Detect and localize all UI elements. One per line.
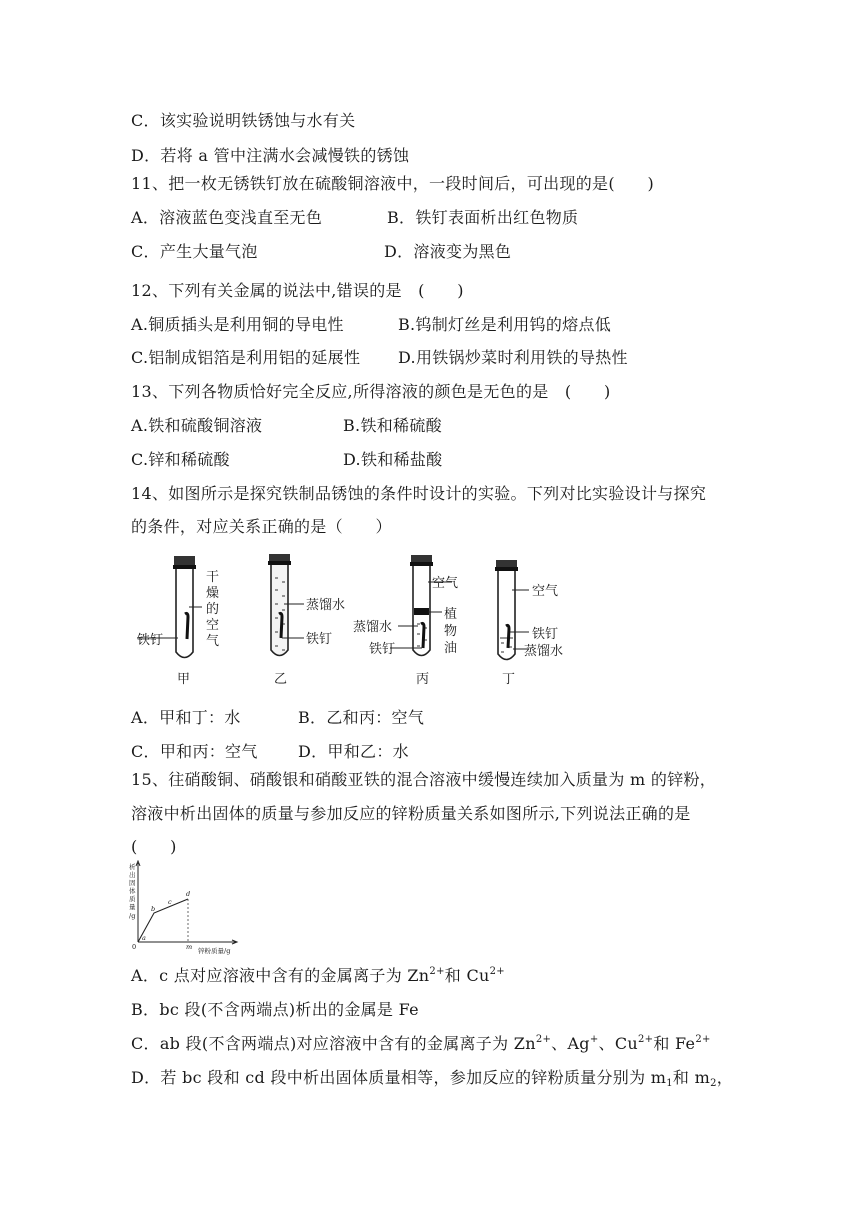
- subscript: 1: [666, 1078, 673, 1089]
- q13-stem: 13、下列各物质恰好完全反应,所得溶液的颜色是无色的是 ( ): [131, 382, 611, 401]
- graph-ylabel-char: 析: [129, 863, 136, 871]
- opt-text: 和 Fe: [653, 1034, 696, 1053]
- q11-option-c: C．产生大量气泡: [131, 242, 258, 261]
- q15-option-a: [131, 965, 505, 987]
- ion-charge: 2+: [695, 1034, 711, 1045]
- graph-x-mark: m: [186, 943, 193, 951]
- ion-charge: 2+: [489, 966, 505, 977]
- tube-yi-water-label: 蒸馏水: [306, 598, 346, 613]
- opt-text: 和 m: [672, 1068, 711, 1087]
- q15-option-c: [131, 1033, 711, 1055]
- q13-option-d: D.铁和稀盐酸: [343, 450, 443, 469]
- q12-option-c: C.铝制成铝箔是利用铝的延展性: [131, 348, 361, 367]
- tube-yi-nail-label: 铁钉: [306, 632, 333, 647]
- opt-text: ，: [716, 1068, 734, 1087]
- q10-option-c: C．该实验说明铁锈蚀与水有关: [131, 111, 356, 130]
- tube-bing-nail-label: 铁钉: [369, 642, 396, 657]
- tube-jia-air-char: 燥: [206, 586, 220, 601]
- graph-origin: 0: [132, 943, 137, 951]
- opt-text: C．ab 段(不含两端点)对应溶液中含有的金属离子为 Zn: [131, 1034, 536, 1053]
- tube-jia: [137, 556, 219, 687]
- graph-ylabel-char: /g: [129, 912, 136, 920]
- graph-xlabel: 锌粉质量/g: [198, 947, 231, 955]
- tube-jia-air-char: 干: [206, 570, 220, 585]
- q11-stem: 11、把一枚无锈铁钉放在硫酸铜溶液中，一段时间后，可出现的是( ): [131, 174, 655, 193]
- point-d-label: d: [186, 890, 191, 898]
- tube-bing-oil-char: 物: [444, 624, 458, 639]
- tube-bing-oil-char: 植: [444, 607, 458, 622]
- subscript: 2: [710, 1078, 717, 1089]
- graph-ylabel-char: 固: [129, 879, 136, 887]
- tube-jia-air-char: 空: [206, 618, 220, 633]
- tube-ding: [495, 560, 563, 687]
- q12-stem: 12、下列有关金属的说法中,错误的是 ( ): [131, 281, 464, 300]
- q13-option-b: B.铁和稀硫酸: [343, 416, 442, 435]
- q11-option-d: D．溶液变为黑色: [384, 242, 512, 261]
- tube-jia-air-char: 的: [206, 602, 220, 617]
- tube-yi-name: 乙: [274, 672, 288, 687]
- q14-option-c: C．甲和丙：空气: [131, 742, 258, 761]
- ion-charge: 2+: [429, 966, 445, 977]
- q14-stem-line2: 的条件，对应关系正确的是（ ）: [131, 517, 392, 536]
- point-b-label: b: [151, 905, 156, 913]
- q15-stem-line3: ( ): [131, 837, 177, 856]
- ion-charge: 2+: [535, 1034, 552, 1045]
- graph-ylabel-char: 出: [129, 871, 136, 879]
- q14-option-a: A．甲和丁：水: [131, 708, 241, 727]
- q11-option-b: B．铁钉表面析出红色物质: [387, 208, 579, 227]
- opt-text: A．c 点对应溶液中含有的金属离子为 Zn: [131, 966, 430, 985]
- graph-ylabel-char: 量: [129, 903, 136, 911]
- tube-bing: [353, 555, 458, 687]
- tube-ding-name: 丁: [502, 672, 516, 687]
- q15-stem-line1: 15、往硝酸铜、硝酸银和硝酸亚铁的混合溶液中缓慢连续加入质量为 m 的锌粉，: [131, 770, 717, 789]
- rust-experiment-figure: [132, 552, 582, 692]
- tube-yi: [268, 554, 345, 687]
- q12-option-b: B.钨制灯丝是利用钨的熔点低: [398, 315, 612, 334]
- q13-option-c: C.锌和稀硫酸: [131, 450, 230, 469]
- tube-bing-air-label: 空气: [432, 576, 459, 591]
- tube-ding-nail-label: 铁钉: [532, 627, 559, 642]
- q12-option-d: D.用铁锅炒菜时利用铁的导热性: [398, 348, 628, 367]
- tube-ding-air-label: 空气: [532, 584, 559, 599]
- q15-option-d: [131, 1067, 733, 1089]
- zinc-mass-graph: [128, 860, 252, 960]
- q15-option-b: B．bc 段(不含两端点)析出的金属是 Fe: [131, 1000, 419, 1019]
- opt-text: 、Ag: [551, 1034, 590, 1053]
- tube-bing-name: 丙: [416, 672, 430, 687]
- ion-charge: +: [589, 1034, 599, 1045]
- tube-bing-oil-char: 油: [444, 641, 458, 656]
- q14-option-d: D．甲和乙：水: [298, 742, 409, 761]
- q12-option-a: A.铜质插头是利用铜的导电性: [131, 315, 344, 334]
- q14-stem-line1: 14、如图所示是探究铁制品锈蚀的条件时设计的实验。下列对比实验设计与探究: [131, 484, 707, 503]
- graph-ylabel-char: 质: [129, 895, 136, 903]
- tube-bing-water-label: 蒸馏水: [353, 620, 393, 635]
- tube-ding-water-label: 蒸馏水: [524, 644, 564, 659]
- opt-text: 和 Cu: [444, 966, 490, 985]
- q10-option-d: D．若将 a 管中注满水会减慢铁的锈蚀: [131, 146, 410, 165]
- q11-option-a: A．溶液蓝色变浅直至无色: [131, 208, 323, 227]
- point-c-label: c: [168, 898, 172, 906]
- opt-text: 、Cu: [598, 1034, 638, 1053]
- tube-jia-nail-label: 铁钉: [137, 633, 164, 648]
- opt-text: D．若 bc 段和 cd 段中析出固体质量相等，参加反应的锌粉质量分别为 m: [131, 1068, 667, 1087]
- tube-jia-name: 甲: [177, 672, 191, 687]
- ion-charge: 2+: [638, 1034, 654, 1045]
- tube-jia-air-char: 气: [206, 634, 220, 649]
- q14-option-b: B．乙和丙：空气: [298, 708, 425, 727]
- q13-option-a: A.铁和硫酸铜溶液: [131, 416, 263, 435]
- point-a-label: a: [142, 934, 146, 942]
- graph-ylabel-char: 体: [129, 887, 136, 895]
- q15-stem-line2: 溶液中析出固体的质量与参加反应的锌粉质量关系如图所示,下列说法正确的是: [131, 804, 691, 823]
